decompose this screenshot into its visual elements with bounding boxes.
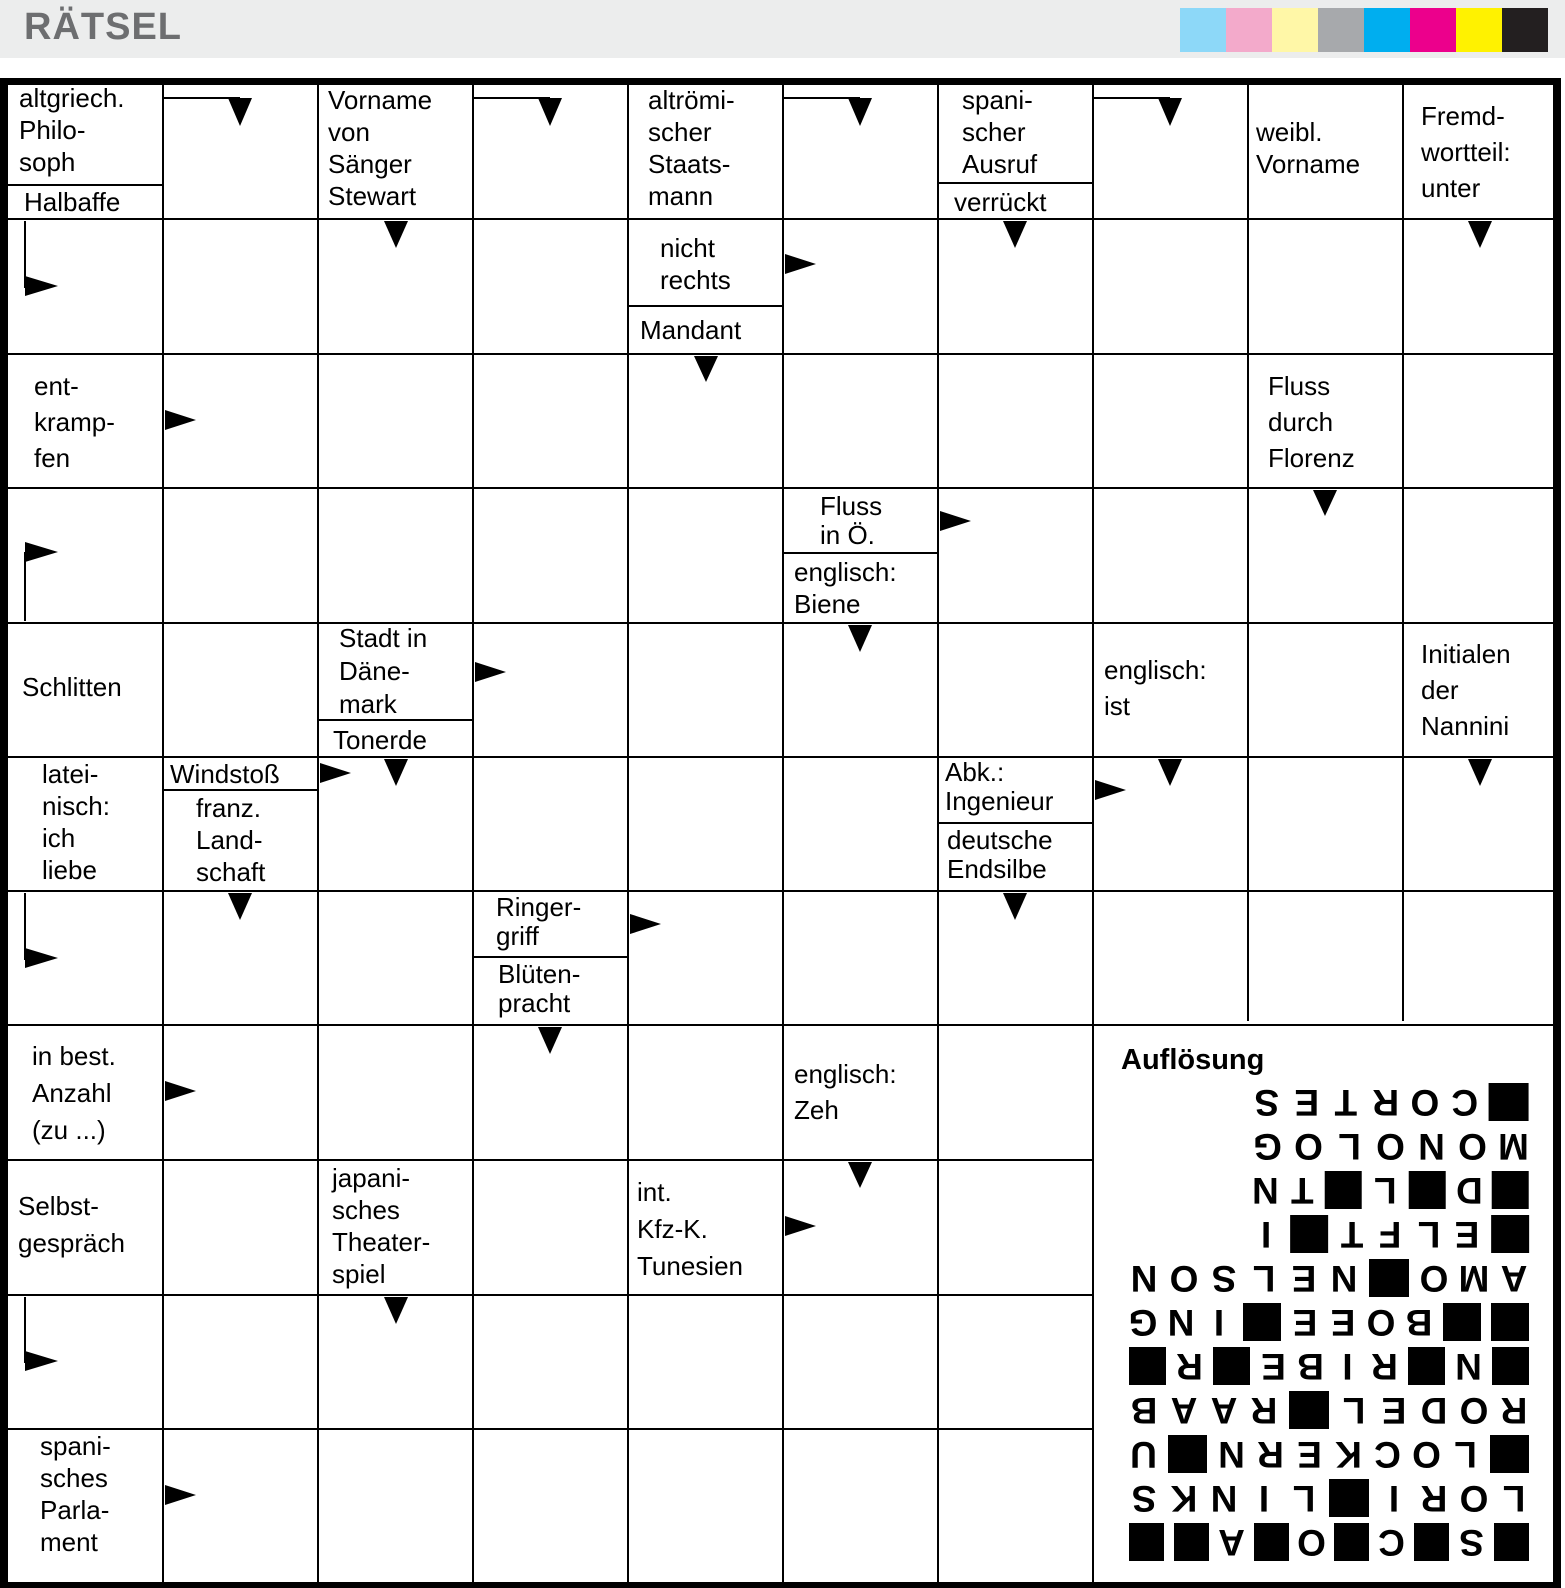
color-swatch bbox=[1226, 8, 1272, 52]
solution-black-cell bbox=[1369, 1259, 1409, 1297]
solution-letter: L bbox=[1292, 1478, 1316, 1519]
clue: Vorname von Sänger Stewart bbox=[328, 85, 433, 211]
solution-black-cell bbox=[1408, 1347, 1445, 1385]
solution-letter: R bbox=[1372, 1082, 1399, 1123]
clue: ent- kramp- fen bbox=[34, 371, 115, 473]
solution-black-cell bbox=[1168, 1435, 1207, 1473]
solution-black-cell bbox=[1414, 1523, 1449, 1561]
solution-letter: R bbox=[1500, 1390, 1528, 1431]
solution-black-cell bbox=[1213, 1347, 1250, 1385]
solution-letter: N bbox=[1218, 1434, 1245, 1475]
clue: englisch: Biene bbox=[794, 557, 897, 619]
clue: weibl. Vorname bbox=[1256, 117, 1361, 179]
solution-letter: E bbox=[1261, 1346, 1286, 1387]
solution-letter: O bbox=[1297, 1522, 1326, 1563]
solution-row bbox=[1247, 1080, 1534, 1124]
solution-letter: N bbox=[1418, 1126, 1445, 1167]
clue: Schlitten bbox=[22, 672, 122, 702]
clue: Mandant bbox=[640, 315, 742, 345]
clue: Stadt in Däne- mark bbox=[339, 623, 428, 719]
solution-letter: O bbox=[1459, 1478, 1489, 1519]
clue: Fremd- wortteil: unter bbox=[1421, 101, 1511, 203]
solution-black-cell bbox=[1174, 1523, 1209, 1561]
solution-letter: I bbox=[1258, 1478, 1270, 1519]
solution-letter: E bbox=[1292, 1302, 1318, 1343]
clue: altrömi- scher Staats- mann bbox=[648, 85, 735, 211]
solution-letter: L bbox=[1338, 1126, 1361, 1167]
solution-letter: C bbox=[1378, 1522, 1405, 1563]
solution-row bbox=[1124, 1300, 1534, 1344]
clue: Abk.: Ingenieur bbox=[945, 757, 1054, 816]
solution-black-cell bbox=[1290, 1215, 1328, 1253]
solution-row bbox=[1124, 1344, 1534, 1388]
solution-letter: F bbox=[1379, 1214, 1402, 1255]
solution-letter: A bbox=[1210, 1390, 1238, 1431]
clue: spani- sches Parla- ment bbox=[40, 1431, 111, 1557]
solution-letter: R bbox=[1420, 1478, 1448, 1519]
clue: spani- scher Ausruf bbox=[962, 85, 1038, 179]
solution-black-cell bbox=[1129, 1523, 1164, 1561]
clue: Fluss in Ö. bbox=[820, 491, 883, 550]
solution-letter: O bbox=[1366, 1302, 1396, 1343]
solution-letter: I bbox=[1213, 1302, 1225, 1343]
color-swatches bbox=[1180, 8, 1548, 52]
solution-letter: I bbox=[1388, 1478, 1400, 1519]
clue: Selbst- gespräch bbox=[18, 1191, 125, 1258]
solution-letter: L bbox=[1374, 1170, 1397, 1211]
solution-row bbox=[1247, 1124, 1534, 1168]
solution-letter: K bbox=[1335, 1434, 1362, 1475]
clue: Blüten- pracht bbox=[498, 959, 581, 1018]
solution-black-cell bbox=[1243, 1303, 1281, 1341]
solution-letter: E bbox=[1381, 1390, 1407, 1431]
color-swatch bbox=[1364, 8, 1410, 52]
solution-row bbox=[1247, 1212, 1534, 1256]
solution-letter: T bbox=[1334, 1082, 1358, 1123]
solution-letter: T bbox=[1290, 1170, 1314, 1211]
clue: Initialen der Nannini bbox=[1421, 639, 1511, 741]
color-swatch bbox=[1318, 8, 1364, 52]
solution-letter: S bbox=[1459, 1522, 1484, 1563]
solution-black-cell bbox=[1334, 1523, 1369, 1561]
solution-letter: B bbox=[1297, 1346, 1324, 1387]
solution-letter: K bbox=[1170, 1478, 1198, 1519]
solution-black-cell bbox=[1490, 1435, 1529, 1473]
clue: in best. Anzahl (zu ...) bbox=[32, 1041, 116, 1145]
clue: altgriech. Philo- soph bbox=[19, 83, 125, 177]
solution-letter: A bbox=[1170, 1390, 1198, 1431]
solution-letter: D bbox=[1420, 1390, 1448, 1431]
solution-letter: C bbox=[1451, 1082, 1479, 1123]
clue: japani- sches Theater- spiel bbox=[332, 1163, 431, 1289]
clue: Ringer- griff bbox=[496, 892, 582, 951]
solution-letter: E bbox=[1454, 1214, 1480, 1255]
solution-row bbox=[1124, 1256, 1534, 1300]
solution-letter: L bbox=[1454, 1434, 1477, 1475]
solution-letter: E bbox=[1297, 1434, 1322, 1475]
solution-letter: O bbox=[1169, 1258, 1199, 1299]
solution-letter: E bbox=[1330, 1302, 1356, 1343]
solution-letter: R bbox=[1371, 1346, 1398, 1387]
color-swatch bbox=[1502, 8, 1548, 52]
clue: Windstoß bbox=[170, 759, 280, 789]
solution-black-cell bbox=[1443, 1303, 1481, 1341]
header-bar bbox=[0, 0, 1565, 58]
solution-letter: N bbox=[1210, 1478, 1238, 1519]
solution-black-cell bbox=[1492, 1171, 1529, 1209]
color-swatch bbox=[1180, 8, 1226, 52]
clue: latei- nisch: ich liebe bbox=[42, 759, 110, 885]
solution-letter: S bbox=[1254, 1082, 1280, 1123]
solution-letter: C bbox=[1374, 1434, 1401, 1475]
color-swatch bbox=[1456, 8, 1502, 52]
solution-black-cell bbox=[1492, 1347, 1529, 1385]
solution-black-cell bbox=[1489, 1083, 1529, 1121]
solution-black-cell bbox=[1491, 1303, 1529, 1341]
solution-row bbox=[1124, 1520, 1534, 1564]
clue: englisch: Zeh bbox=[794, 1059, 897, 1125]
solution-letter: N bbox=[1330, 1258, 1358, 1299]
page-title: RÄTSEL bbox=[24, 6, 182, 48]
solution-letter: N bbox=[1252, 1170, 1279, 1211]
solution-letter: M bbox=[1498, 1126, 1529, 1167]
solution-letter: G bbox=[1253, 1126, 1282, 1167]
clue: nicht rechts bbox=[660, 233, 731, 295]
solution-title: Auflösung bbox=[1121, 1044, 1265, 1076]
clue: franz. Land- schaft bbox=[196, 793, 266, 887]
solution-row bbox=[1124, 1476, 1534, 1520]
clue: englisch: ist bbox=[1104, 655, 1207, 721]
solution-black-cell bbox=[1325, 1171, 1362, 1209]
color-swatch bbox=[1410, 8, 1456, 52]
solution-letter: L bbox=[1342, 1390, 1366, 1431]
solution-black-cell bbox=[1491, 1215, 1529, 1253]
clue: Halbaffe bbox=[24, 187, 121, 217]
solution-letter: R bbox=[1250, 1390, 1278, 1431]
solution-letter: E bbox=[1294, 1082, 1319, 1123]
solution-letter: O bbox=[1294, 1126, 1323, 1167]
solution-letter: R bbox=[1257, 1434, 1284, 1475]
solution-letter: G bbox=[1128, 1302, 1158, 1343]
solution-letter: I bbox=[1342, 1346, 1353, 1387]
clue: Fluss durch Florenz bbox=[1268, 371, 1355, 473]
solution-letter: I bbox=[1260, 1214, 1272, 1255]
solution-black-cell bbox=[1289, 1391, 1329, 1429]
solution-letter: N bbox=[1167, 1302, 1195, 1343]
solution-letter: L bbox=[1417, 1214, 1440, 1255]
solution-letter: T bbox=[1341, 1214, 1364, 1255]
solution-letter: O bbox=[1412, 1434, 1441, 1475]
solution-letter: U bbox=[1130, 1434, 1157, 1475]
solution-row bbox=[1124, 1388, 1534, 1432]
clue: verrückt bbox=[954, 187, 1047, 217]
solution-letter: S bbox=[1131, 1478, 1157, 1519]
solution-letter: O bbox=[1410, 1082, 1440, 1123]
solution-black-cell bbox=[1409, 1171, 1446, 1209]
solution-letter: O bbox=[1376, 1126, 1405, 1167]
solution-row bbox=[1124, 1432, 1534, 1476]
color-swatch bbox=[1272, 8, 1318, 52]
solution-letter: A bbox=[1500, 1258, 1528, 1299]
solution-row bbox=[1247, 1168, 1534, 1212]
solution-letter: O bbox=[1419, 1258, 1449, 1299]
solution-letter: N bbox=[1130, 1258, 1158, 1299]
solution-black-cell bbox=[1494, 1523, 1529, 1561]
clue: deutsche Endsilbe bbox=[947, 825, 1053, 884]
solution-letter: M bbox=[1458, 1258, 1490, 1299]
solution-letter: L bbox=[1252, 1258, 1276, 1299]
solution-black-cell bbox=[1254, 1523, 1289, 1561]
solution-letter: D bbox=[1455, 1170, 1483, 1211]
solution-letter: E bbox=[1291, 1258, 1317, 1299]
solution-letter: B bbox=[1130, 1390, 1158, 1431]
solution-letter: B bbox=[1405, 1302, 1433, 1343]
solution-letter: A bbox=[1218, 1522, 1245, 1563]
solution-black-cell bbox=[1329, 1479, 1369, 1517]
clue: Tonerde bbox=[333, 725, 427, 755]
solution-letter: S bbox=[1211, 1258, 1237, 1299]
solution-letter: O bbox=[1458, 1126, 1487, 1167]
solution-letter: N bbox=[1455, 1346, 1482, 1387]
solution-letter: R bbox=[1176, 1346, 1203, 1387]
solution-letter: L bbox=[1502, 1478, 1526, 1519]
clue: int. Kfz-K. Tunesien bbox=[637, 1177, 743, 1281]
solution-black-cell bbox=[1129, 1347, 1166, 1385]
solution-letter: O bbox=[1459, 1390, 1489, 1431]
